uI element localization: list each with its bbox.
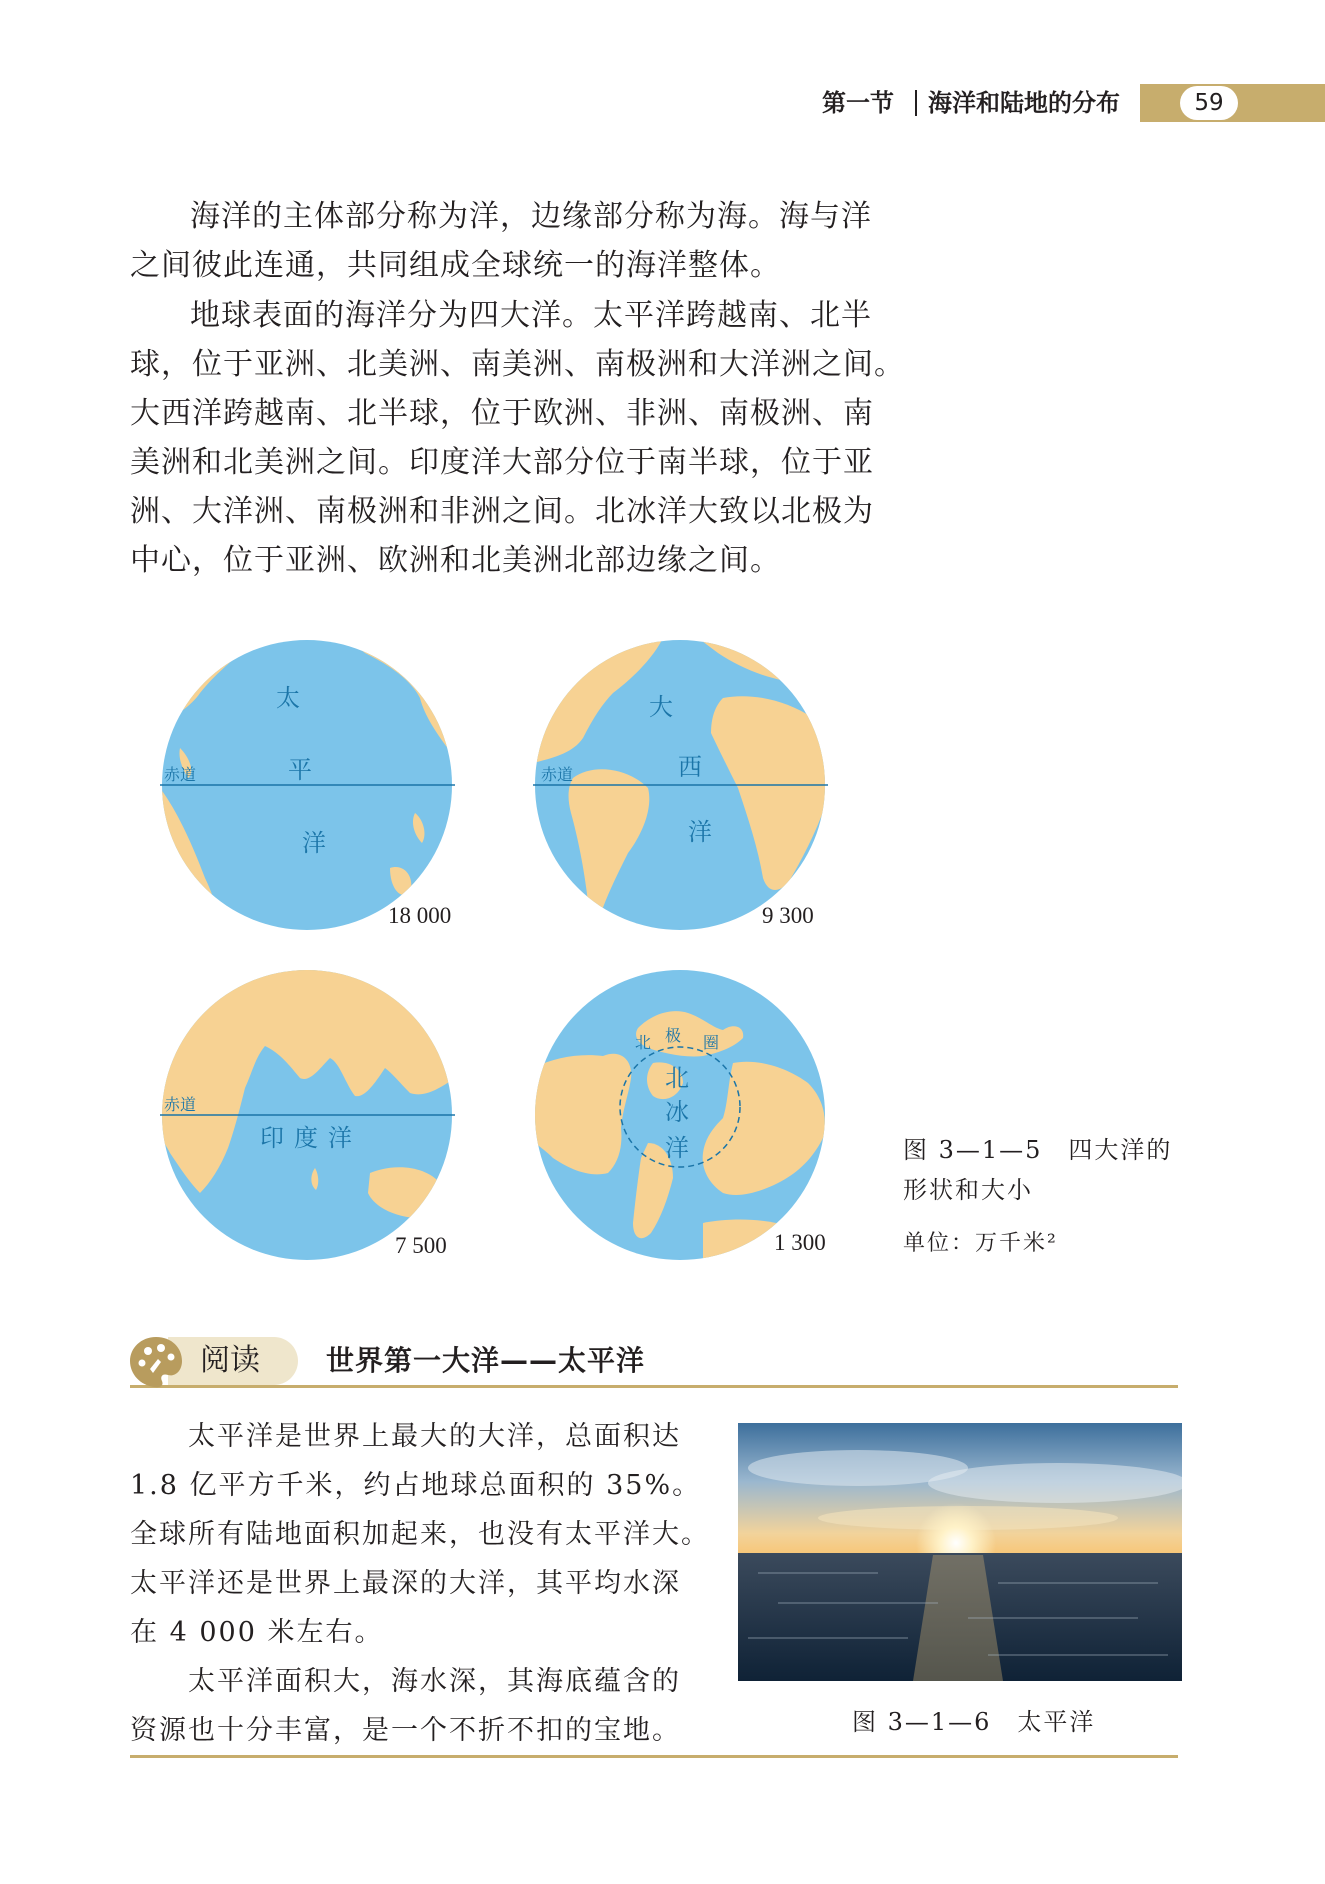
atlantic-size: 9 300 (762, 903, 814, 928)
text-line: 之间彼此连通，共同组成全球统一的海洋整体。 (130, 248, 781, 283)
section-number: 第一节 (822, 89, 894, 117)
arctic-label-char: 洋 (665, 1134, 689, 1162)
reading-bottom-rule (130, 1755, 1178, 1758)
paragraph-seas-oceans (130, 192, 872, 290)
indian-size: 7 500 (395, 1233, 447, 1258)
arctic-size: 1 300 (774, 1230, 826, 1255)
figure-unit: 单位：万千米² (903, 1231, 1058, 1256)
pacific-label-char: 平 (288, 756, 312, 784)
atlantic-label-char: 大 (649, 693, 673, 721)
arctic-ocean-globe (533, 968, 828, 1263)
reading-paragraph-2 (130, 1657, 720, 1755)
atlantic-label-char: 西 (678, 753, 702, 781)
figure-caption-line2: 形状和大小 (903, 1176, 1033, 1204)
text-line: 1.8 亿平方千米，约占地球总面积的 35%。 (130, 1470, 702, 1501)
section-title: 海洋和陆地的分布 (928, 89, 1120, 117)
arctic-circle-char: 极 (665, 1026, 682, 1045)
reading-title: 世界第一大洋——太平洋 (326, 1344, 646, 1377)
text-line: 地球表面的海洋分为四大洋。太平洋跨越南、北半 (190, 298, 872, 333)
atlantic-ocean-globe (533, 638, 828, 933)
text-line: 美洲和北美洲之间。印度洋大部分位于南半球，位于亚 (130, 445, 874, 480)
arctic-circle-char: 北 (635, 1033, 652, 1052)
text-line: 中心，位于亚洲、欧洲和北美洲北部边缘之间。 (130, 543, 781, 578)
reading-tab-label: 阅读 (200, 1343, 260, 1378)
arctic-circle-char: 圈 (703, 1033, 720, 1052)
paragraph-four-oceans (130, 291, 905, 585)
text-line: 大西洋跨越南、北半球，位于欧洲、非洲、南极洲、南 (130, 396, 874, 431)
text-line: 资源也十分丰富，是一个不折不扣的宝地。 (130, 1715, 681, 1746)
equator-label: 赤道 (164, 765, 197, 784)
pacific-label-char: 太 (276, 684, 300, 712)
text-line: 海洋的主体部分称为洋，边缘部分称为海。海与洋 (190, 199, 872, 234)
reading-paragraph-1 (130, 1412, 720, 1657)
pacific-size: 18 000 (388, 903, 452, 928)
reading-palette-icon (128, 1333, 184, 1389)
pacific-ocean-globe (160, 638, 455, 933)
equator-label: 赤道 (164, 1095, 197, 1114)
text-line: 太平洋面积大，海水深，其海底蕴含的 (188, 1666, 681, 1697)
text-line: 全球所有陆地面积加起来，也没有太平洋大。 (130, 1519, 710, 1550)
atlantic-label-char: 洋 (688, 818, 712, 846)
equator-label: 赤道 (541, 765, 574, 784)
figure-caption-line1: 图 3—1—5 四大洋的 (903, 1136, 1173, 1164)
text-line: 洲、大洋洲、南极洲和非洲之间。北冰洋大致以北极为 (130, 494, 874, 529)
text-line: 在 4 000 米左右。 (130, 1617, 384, 1648)
pacific-label-char: 洋 (302, 829, 326, 857)
arctic-label-char: 冰 (665, 1098, 689, 1126)
photo-caption: 图 3—1—6 太平洋 (852, 1708, 1096, 1736)
pacific-ocean-photo (738, 1423, 1182, 1681)
indian-ocean-globe (160, 968, 455, 1263)
text-line: 太平洋是世界上最大的大洋，总面积达 (188, 1421, 681, 1452)
arctic-label-char: 北 (665, 1064, 689, 1092)
page-number: 59 (1180, 86, 1238, 120)
text-line: 太平洋还是世界上最深的大洋，其平均水深 (130, 1568, 681, 1599)
header-divider (915, 90, 917, 116)
reading-top-rule (130, 1385, 1178, 1388)
indian-label: 印度洋 (260, 1124, 362, 1152)
text-line: 球，位于亚洲、北美洲、南美洲、南极洲和大洋洲之间。 (130, 347, 905, 382)
